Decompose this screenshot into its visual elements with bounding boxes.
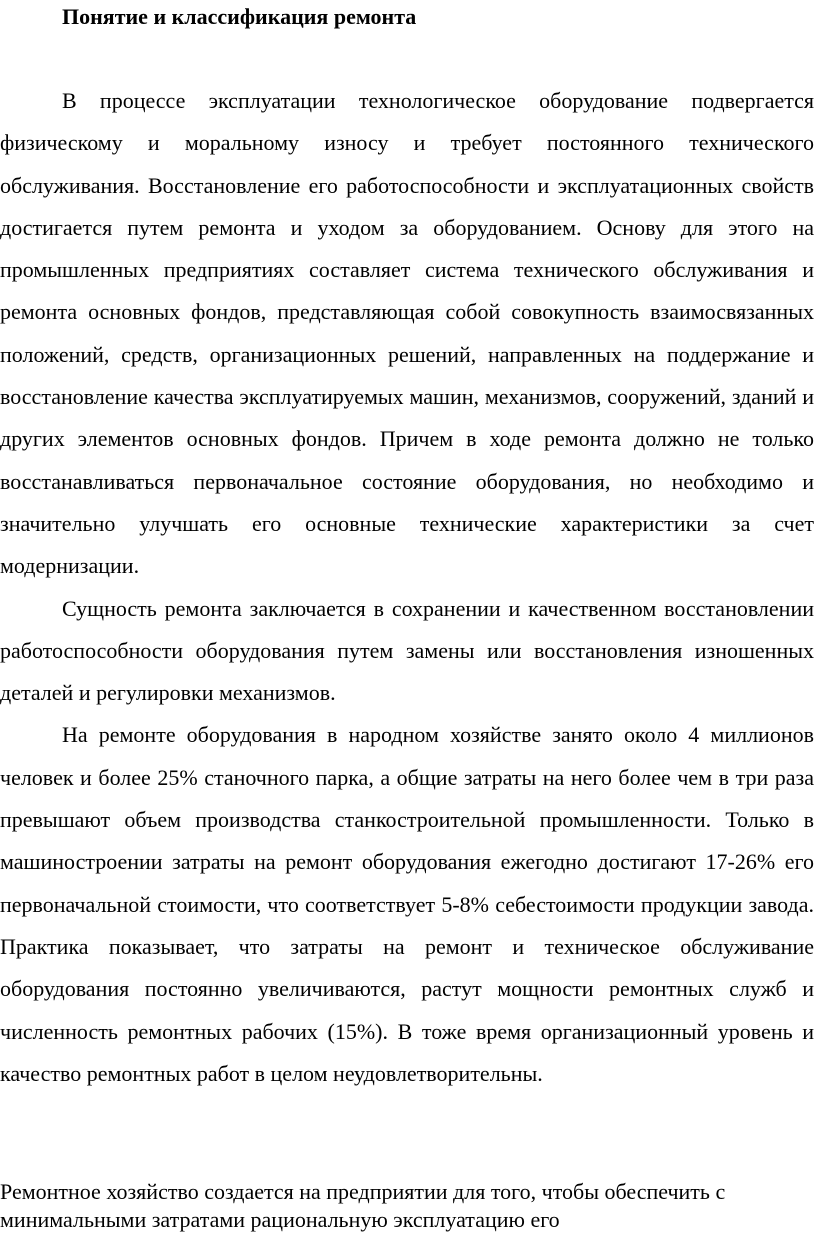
- document-title: Понятие и классификация ремонта: [62, 4, 417, 29]
- paragraph-repair-costs: На ремонте оборудования в народном хозяйстве занято около 4 миллионов человек и более 25% станочного парка, а общие затраты на него более чем в три раза превышают объем производства станкостроительной промышленности. Только в машиностроении затраты на ремонт оборудования ежегодно достигают 17-26% его первоначальной стоимости, что соответствует 5-8% себестоимости продукции завода. Практика показывает, что затраты на ремонт и техническое обслуживание оборудования постоянно увеличиваются, растут мощности ремонтных служб и численность ремонтных рабочих (15%). В тоже время организационный уровень и качество ремонтных работ в целом неудовлетворительны.: [0, 722, 814, 1086]
- paragraph-repair-essence: Сущность ремонта заключается в сохранении и качественном восстановлении работоспособности оборудования путем замены или восстановления изношенных деталей и регулировки механизмов.: [0, 595, 814, 706]
- document-body: [0, 80, 814, 1095]
- paragraph-repair-system: В процессе эксплуатации технологическое оборудование подвергается физическому и моральному износу и требует постоянного технического обслуживания. Восстановление его работоспособности и эксплуатационных свойств достигается путем ремонта и уходом за оборудованием. Основу для этого на промышленных предприятиях составляет система технического обслуживания и ремонта основных фондов, представляющая собой совокупность взаимосвязанных положений, средств, организационных решений, направленных на поддержание и восстановление качества эксплуатируемых машин, механизмов, сооружений, зданий и других элементов основных фондов. Причем в ходе ремонта должно не только восстанавливаться первоначальное состояние оборудования, но необходимо и значительно улучшать его основные технические характеристики за счет модернизации.: [0, 88, 814, 579]
- paragraph-repair-facilities: Ремонтное хозяйство создается на предприятии для того, чтобы обеспечить с минимальными затратами рациональную эксплуатацию его: [0, 1179, 726, 1232]
